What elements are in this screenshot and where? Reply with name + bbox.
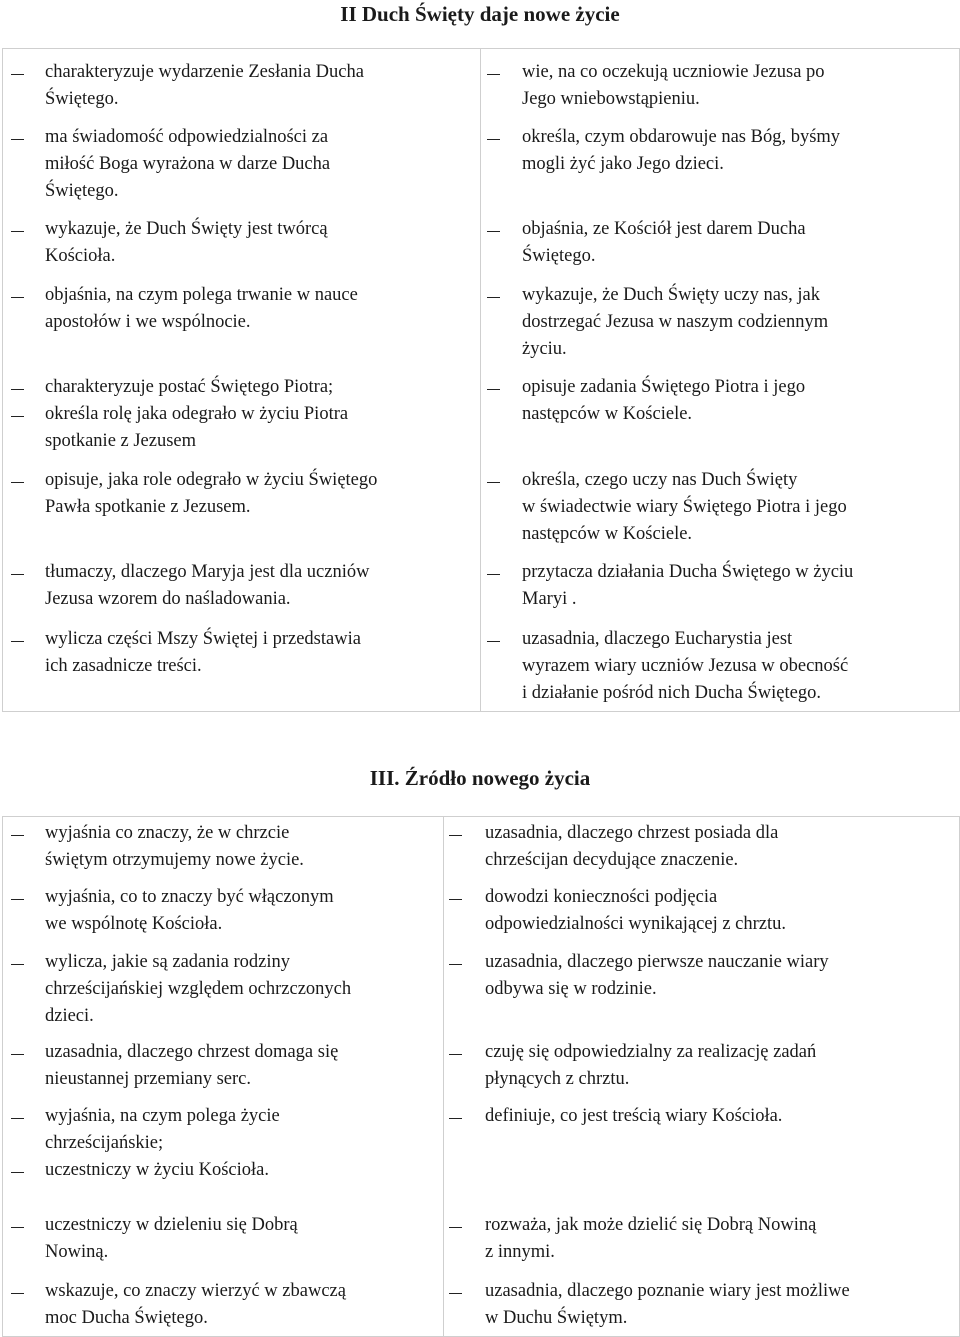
outcome-item (45, 1103, 280, 1184)
outcome-text-line: wskazuje, co znaczy wierzyć w zbawczą (45, 1281, 346, 1301)
outcome-item (45, 1039, 338, 1093)
outcome-text-line: Świętego. (45, 181, 119, 201)
outcome-text-line: charakteryzuje wydarzenie Zesłania Ducha (45, 62, 364, 82)
outcome-item (485, 1039, 816, 1093)
outcome-item (522, 559, 853, 613)
outcome-item (45, 949, 351, 1030)
outcome-text-line: opisuje zadania Świętego Piotra i jego (522, 377, 806, 397)
outcome-text-line: Świętego. (522, 246, 596, 266)
outcome-text-line: wyrazem wiary uczniów Jezusa w obecność (522, 656, 849, 676)
dash-bullet-icon (487, 641, 500, 642)
outcome-text-line: uzasadnia, dlaczego poznanie wiary jest możliwe (485, 1281, 850, 1301)
outcome-text-line: wykazuje, że Duch Święty uczy nas, jak (522, 285, 820, 305)
outcome-text-line: Nowiną. (45, 1242, 109, 1262)
outcome-text-line: określa, czym obdarowuje nas Bóg, byśmy (522, 127, 841, 147)
dash-bullet-icon (449, 1293, 462, 1294)
outcome-text-line: uzasadnia, dlaczego Eucharystia jest (522, 629, 793, 649)
outcome-item (522, 124, 840, 178)
outcome-text-line: następców w Kościele. (522, 404, 693, 424)
dash-bullet-icon (449, 1227, 462, 1228)
outcome-text-line: tłumaczy, dlaczego Maryja jest dla uczniów (45, 562, 370, 582)
outcome-text-line: miłość Boga wyrażona w darze Ducha (45, 154, 331, 174)
outcome-text-line: Maryi . (522, 589, 577, 609)
dash-bullet-icon (11, 389, 24, 390)
outcome-text-line: chrześcijan decydujące znaczenie. (485, 850, 739, 870)
outcome-text-line: odpowiedzialności wynikającej z chrztu. (485, 914, 787, 934)
outcome-text-line: definiuje, co jest treścią wiary Kościoła. (485, 1106, 783, 1126)
outcome-text-line: Pawła spotkanie z Jezusem. (45, 497, 251, 517)
outcome-text-line: nieustannej przemiany serc. (45, 1069, 251, 1089)
dash-bullet-icon (11, 1293, 24, 1294)
outcome-text-line: Świętego. (45, 89, 119, 109)
dash-bullet-icon (11, 297, 24, 298)
outcome-text-line: wyjaśnia, na czym polega życie (45, 1106, 280, 1126)
outcome-item (45, 820, 304, 874)
dash-bullet-icon (487, 74, 500, 75)
dash-bullet-icon (11, 416, 24, 417)
outcome-item (485, 1103, 782, 1130)
outcome-item (45, 1212, 298, 1266)
dash-bullet-icon (449, 964, 462, 965)
dash-bullet-icon (449, 899, 462, 900)
outcome-text-line: następców w Kościele. (522, 524, 693, 544)
outcome-item (522, 216, 806, 270)
outcome-text-line: wyjaśnia co znaczy, że w chrzcie (45, 823, 290, 843)
outcome-item (45, 626, 361, 680)
outcome-text-line: odbywa się w rodzinie. (485, 979, 657, 999)
outcome-text-line: apostołów i we wspólnocie. (45, 312, 251, 332)
outcome-item (45, 282, 358, 336)
outcome-text-line: objaśnia, ze Kościół jest darem Ducha (522, 219, 806, 239)
outcome-text-line: określa rolę jaka odegrało w życiu Piotra (45, 404, 349, 424)
outcome-text-line: życiu. (522, 339, 567, 359)
outcome-text-line: uzasadnia, dlaczego chrzest domaga się (45, 1042, 339, 1062)
outcome-item (522, 626, 848, 707)
outcome-text-line: dowodzi konieczności podjęcia (485, 887, 718, 907)
dash-bullet-icon (487, 574, 500, 575)
dash-bullet-icon (487, 139, 500, 140)
outcome-item (522, 374, 805, 428)
outcome-text-line: wykazuje, że Duch Święty jest twórcą (45, 219, 328, 239)
dash-bullet-icon (11, 964, 24, 965)
outcome-item (45, 1278, 346, 1332)
outcome-item (45, 374, 348, 455)
dash-bullet-icon (11, 1172, 24, 1173)
outcome-text-line: Jego wniebowstąpieniu. (522, 89, 700, 109)
outcome-text-line: dostrzegać Jezusa w naszym codziennym (522, 312, 829, 332)
outcome-text-line: spotkanie z Jezusem (45, 431, 197, 451)
outcome-text-line: określa, czego uczy nas Duch Święty (522, 470, 798, 490)
outcome-text-line: świętym otrzymujemy nowe życie. (45, 850, 304, 870)
dash-bullet-icon (487, 482, 500, 483)
outcome-text-line: uzasadnia, dlaczego chrzest posiada dla (485, 823, 779, 843)
outcome-text-line: Jezusa wzorem do naśladowania. (45, 589, 291, 609)
dash-bullet-icon (11, 482, 24, 483)
outcome-text-line: czuję się odpowiedzialny za realizację zadań (485, 1042, 817, 1062)
dash-bullet-icon (11, 1054, 24, 1055)
outcome-text-line: wyjaśnia, co to znaczy być włączonym (45, 887, 334, 907)
outcome-text-line: we wspólnotę Kościoła. (45, 914, 223, 934)
dash-bullet-icon (11, 139, 24, 140)
outcome-text-line: ich zasadnicze treści. (45, 656, 202, 676)
outcome-text-line: przytacza działania Ducha Świętego w życiu (522, 562, 854, 582)
dash-bullet-icon (11, 74, 24, 75)
outcome-text-line: chrześcijańskie; (45, 1133, 164, 1153)
outcome-item (485, 1278, 850, 1332)
outcome-text-line: wylicza części Mszy Świętej i przedstawia (45, 629, 361, 649)
outcome-item (485, 949, 829, 1003)
dash-bullet-icon (449, 1054, 462, 1055)
section-2-title: II Duch Święty daje nowe życie (340, 2, 620, 26)
outcome-item (45, 124, 330, 205)
outcome-text-line: w świadectwie wiary Świętego Piotra i jego (522, 497, 847, 517)
outcome-item (45, 559, 369, 613)
dash-bullet-icon (11, 231, 24, 232)
outcome-text-line: wie, na co oczekują uczniowie Jezusa po (522, 62, 825, 82)
dash-bullet-icon (449, 835, 462, 836)
outcome-text-line: chrześcijańskiej względem ochrzczonych (45, 979, 352, 999)
dash-bullet-icon (11, 1118, 24, 1119)
outcome-text-line: opisuje, jaka role odegrało w życiu Świętego (45, 470, 378, 490)
outcome-item (485, 884, 786, 938)
dash-bullet-icon (11, 641, 24, 642)
dash-bullet-icon (11, 835, 24, 836)
outcome-item (485, 1212, 816, 1266)
section-3-title: III. Źródło nowego życia (369, 766, 591, 790)
outcome-text-line: płynących z chrztu. (485, 1069, 630, 1089)
dash-bullet-icon (11, 899, 24, 900)
outcome-text-line: wylicza, jakie są zadania rodziny (45, 952, 291, 972)
outcome-text-line: objaśnia, na czym polega trwanie w nauce (45, 285, 358, 305)
outcome-text-line: ma świadomość odpowiedzialności za (45, 127, 329, 147)
outcome-item (522, 467, 847, 548)
dash-bullet-icon (487, 231, 500, 232)
dash-bullet-icon (449, 1118, 462, 1119)
outcome-item (45, 467, 377, 521)
outcome-item (522, 59, 825, 113)
outcome-text-line: moc Ducha Świętego. (45, 1308, 208, 1328)
outcome-item (522, 282, 828, 363)
outcome-text-line: z innymi. (485, 1242, 555, 1262)
outcome-text-line: i działanie pośród nich Ducha Świętego. (522, 683, 821, 703)
outcome-text-line: mogli żyć jako Jego dzieci. (522, 154, 724, 174)
dash-bullet-icon (487, 389, 500, 390)
outcome-item (45, 884, 334, 938)
outcome-text-line: w Duchu Świętym. (485, 1308, 628, 1328)
outcome-text-line: uczestniczy w życiu Kościoła. (45, 1160, 269, 1180)
outcome-item (485, 820, 778, 874)
outcome-text-line: charakteryzuje postać Świętego Piotra; (45, 377, 334, 397)
outcome-text-line: rozważa, jak może dzielić się Dobrą Nowiną (485, 1215, 817, 1235)
outcome-item (45, 216, 328, 270)
dash-bullet-icon (11, 574, 24, 575)
outcome-item (45, 59, 364, 113)
dash-bullet-icon (487, 297, 500, 298)
outcome-text-line: Kościoła. (45, 246, 116, 266)
outcome-text-line: dzieci. (45, 1006, 94, 1026)
outcome-text-line: uzasadnia, dlaczego pierwsze nauczanie wiary (485, 952, 829, 972)
dash-bullet-icon (11, 1227, 24, 1228)
outcome-text-line: uczestniczy w dzieleniu się Dobrą (45, 1215, 298, 1235)
